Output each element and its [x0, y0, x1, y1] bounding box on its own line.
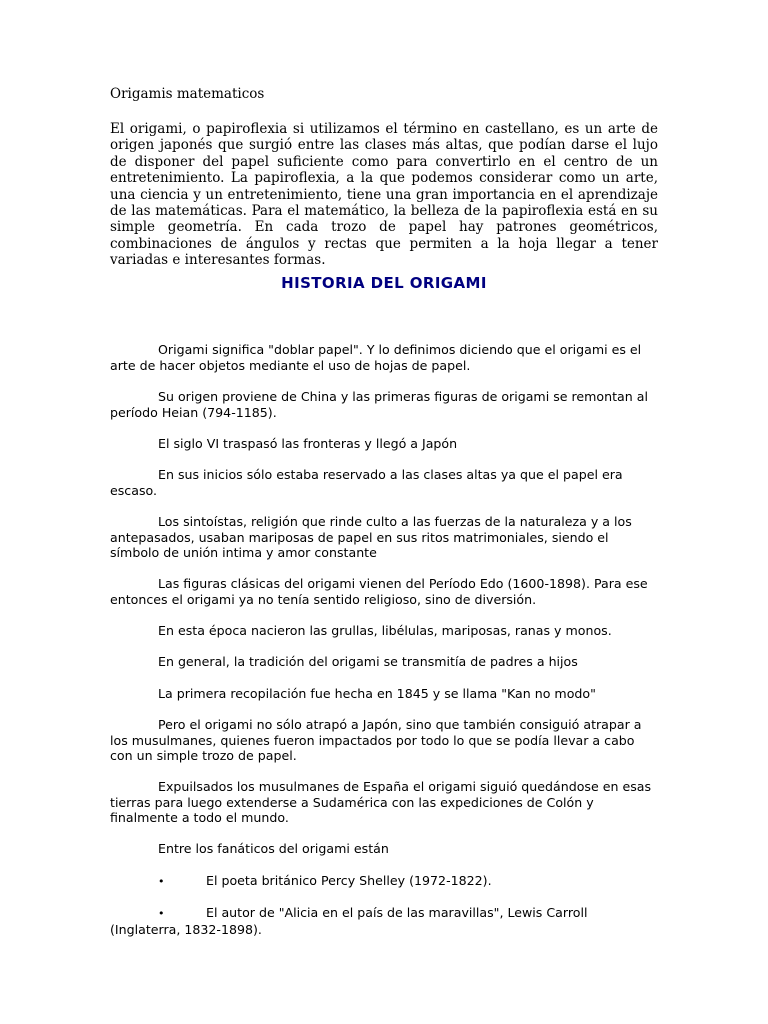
history-paragraph: Entre los fanáticos del origami están [158, 841, 389, 856]
history-paragraph: Su origen proviene de China y las primeras figuras de origami se remontan al período Heian (794-1185). [110, 389, 648, 420]
list-item-text: El poeta británico Percy Shelley (1972-1822). [206, 873, 492, 888]
section-heading: HISTORIA DEL ORIGAMI [281, 274, 487, 292]
history-paragraph: Expuilsados los musulmanes de España el origami siguió quedándose en esas tierras para luego extenderse a Sudamérica con las expediciones de Colón y finalmente a todo el mundo. [110, 779, 652, 825]
history-paragraph: Los sintoístas, religión que rinde culto a las fuerzas de la naturaleza y a los antepasados, usaban mariposas de papel en sus ritos matrimoniales, siendo el símbolo de unión intima y amor constante [110, 514, 632, 560]
bullet-icon: • [158, 907, 165, 920]
history-paragraph: En general, la tradición del origami se transmitía de padres a hijos [158, 654, 578, 669]
history-paragraph: En esta época nacieron las grullas, libélulas, mariposas, ranas y monos. [158, 623, 612, 638]
history-paragraph: Las figuras clásicas del origami vienen del Período Edo (1600-1898). Para ese entonces el origami ya no tenía sentido religioso, sino de diversión. [110, 576, 648, 607]
list-item [110, 905, 658, 937]
list-item [110, 873, 658, 890]
intro-paragraph: El origami, o papiroflexia si utilizamos el término en castellano, es un arte de origen japonés que surgió entre las clases más altas, que podían darse el lujo de disponer del papel suficiente como para convertirlo en el centro de un entretenimiento. La papiroflexia, a la que podemos considerar como un arte, una ciencia y un entretenimiento, tiene una gran importancia en el aprendizaje de las matemáticas. Para el matemático, la belleza de la papiroflexia está en su simple geometría. En cada trozo de papel hay patrones geométricos, combinaciones de ángulos y rectas que permiten a la hoja llegar a tener variadas e interesantes formas. [110, 121, 658, 269]
history-paragraph: En sus inicios sólo estaba reservado a las clases altas ya que el papel era escaso. [110, 467, 623, 498]
list-item-text: El autor de "Alicia en el país de las maravillas", Lewis Carroll (Inglaterra, 1832-1898). [110, 905, 588, 937]
history-paragraph: La primera recopilación fue hecha en 1845 y se llama "Kan no modo" [158, 686, 596, 701]
document-title: Origamis matematicos [110, 86, 265, 102]
history-paragraph: Pero el origami no sólo atrapó a Japón, sino que también consiguió atrapar a los musulmanes, quienes fueron impactados por todo lo que se podía llevar a cabo con un simple trozo de papel. [110, 717, 642, 763]
bullet-icon: • [158, 875, 165, 888]
history-paragraph: El siglo VI traspasó las fronteras y llegó a Japón [158, 436, 458, 451]
history-paragraph: Origami significa "doblar papel". Y lo definimos diciendo que el origami es el arte de hacer objetos mediante el uso de hojas de papel. [110, 342, 642, 373]
